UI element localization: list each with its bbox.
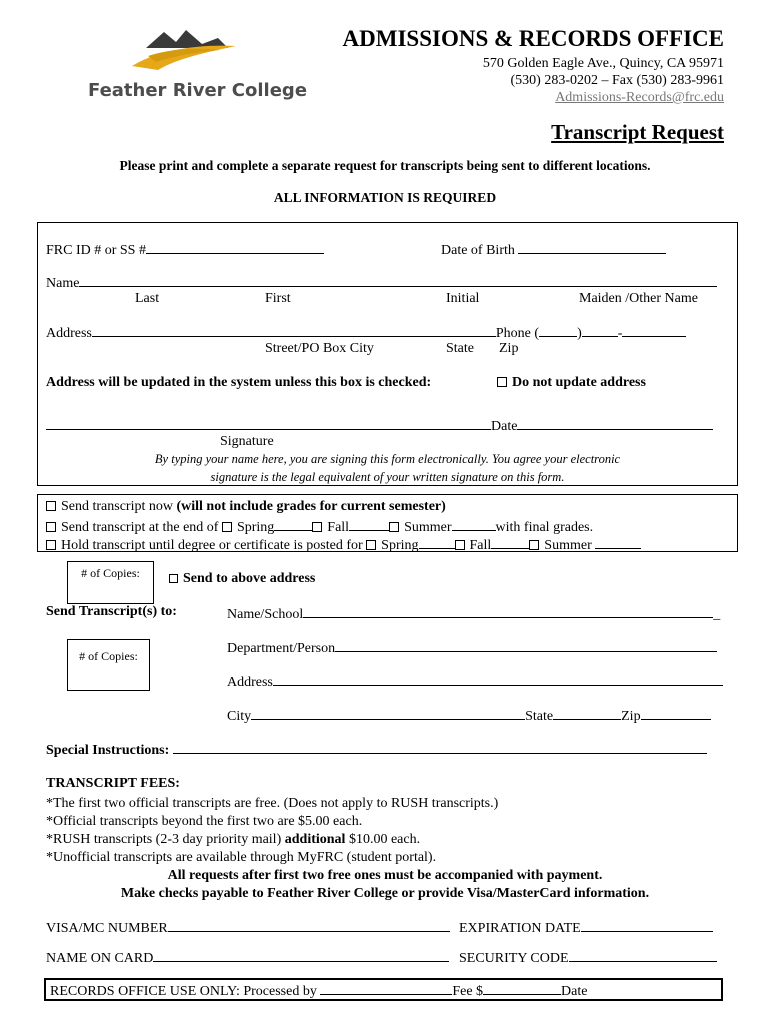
option-text: Send transcript now — [61, 499, 177, 514]
special-instructions-field[interactable] — [46, 740, 707, 759]
checkbox-icon[interactable] — [389, 522, 399, 532]
office-email-link[interactable]: Admissions-Records@frc.edu — [555, 90, 724, 105]
fee-line: *Official transcripts beyond the first two are $5.00 each. — [46, 814, 363, 829]
fees-heading: TRANSCRIPT FEES: — [46, 776, 180, 791]
esign-note-1: By typing your name here, you are signing this form electronically. You agree your electronic — [154, 452, 621, 466]
student-info-box — [37, 222, 738, 486]
frc-id-label: FRC ID # or SS # — [46, 243, 146, 258]
address-part-state: State — [446, 341, 474, 356]
copies-box-1[interactable] — [67, 561, 154, 604]
option-summer: Summer — [544, 538, 592, 553]
mountain-logo-icon — [128, 26, 238, 74]
name-part-last: Last — [135, 291, 160, 306]
office-fee-label: Fee $ — [452, 984, 484, 999]
dob-label: Date of Birth — [441, 243, 515, 258]
office-title: ADMISSIONS & RECORDS OFFICE — [342, 26, 724, 51]
payment-note-2: Make checks payable to Feather River College or provide Visa/MasterCard information. — [120, 886, 650, 901]
card-name-label: NAME ON CARD — [46, 951, 154, 966]
send-to-label: Send Transcript(s) to: — [46, 604, 177, 619]
card-number-label: VISA/MC NUMBER — [46, 921, 168, 936]
address-part-street: Street/PO Box City — [265, 341, 374, 356]
option-text: Hold transcript until degree or certificate is posted for — [61, 538, 367, 553]
fee-line: *The first two official transcripts are free. (Does not apply to RUSH transcripts.) — [46, 796, 499, 811]
copies-box-2[interactable] — [67, 639, 150, 691]
option-spring: Spring — [236, 520, 275, 535]
college-name: Feather River College — [88, 80, 308, 101]
send-above-label: Send to above address — [183, 571, 316, 586]
checkbox-icon[interactable] — [312, 522, 322, 532]
city-state-zip-field[interactable] — [227, 706, 711, 725]
address-field[interactable] — [46, 323, 686, 342]
expiration-field[interactable] — [459, 918, 713, 937]
date-label: Date — [491, 419, 518, 434]
form-title: Transcript Request — [551, 120, 724, 144]
no-update-checkbox[interactable] — [497, 375, 646, 391]
security-code-field[interactable] — [459, 948, 717, 967]
name-label: Name — [46, 276, 80, 291]
option-text: with final grades. — [495, 520, 594, 535]
checkbox-icon[interactable] — [366, 540, 376, 550]
state-label: State — [525, 709, 554, 724]
office-address: 570 Golden Eagle Ave., Quincy, CA 95971 — [482, 56, 724, 71]
option-summer: Summer — [404, 520, 452, 535]
option-text: Send transcript at the end of — [61, 520, 222, 535]
fee-text: *RUSH transcripts (2-3 day priority mail) — [46, 832, 285, 847]
update-note: Address will be updated in the system unless this box is checked: — [46, 375, 432, 390]
dept-person-label: Department/Person — [227, 641, 336, 656]
option-text: (will not include grades for current semester) — [176, 499, 446, 514]
office-phone-fax: (530) 283-0202 – Fax (530) 283-9961 — [510, 73, 724, 88]
name-part-first: First — [265, 291, 291, 306]
name-part-maiden: Maiden /Other Name — [579, 291, 698, 306]
office-use-label: RECORDS OFFICE USE ONLY: Processed by — [50, 984, 321, 999]
fee-line: *Unofficial transcripts are available through MyFRC (student portal). — [46, 850, 437, 865]
special-instructions-label: Special Instructions: — [46, 743, 170, 758]
phone-sep: ) — [577, 326, 582, 341]
checkbox-icon[interactable] — [455, 540, 465, 550]
option-fall: Fall — [469, 538, 492, 553]
checkbox-icon — [169, 574, 178, 583]
instructions: Please print and complete a separate request for transcripts being sent to different locations. — [119, 158, 651, 173]
option-spring: Spring — [381, 538, 419, 553]
checkbox-icon — [46, 540, 56, 550]
fee-text: additional — [284, 832, 346, 847]
fee-text: $10.00 each. — [345, 832, 421, 847]
phone-sep: - — [617, 326, 623, 341]
copies-label: # of Copies: — [79, 649, 138, 663]
option-hold[interactable] — [46, 535, 641, 554]
required-note: ALL INFORMATION IS REQUIRED — [273, 190, 497, 205]
dept-person-field[interactable] — [227, 638, 717, 657]
option-fall: Fall — [327, 520, 350, 535]
office-date-label: Date — [561, 984, 588, 999]
payment-note-1: All requests after first two free ones must be accompanied with payment. — [167, 868, 603, 883]
dob-field[interactable] — [441, 240, 666, 259]
option-send-end[interactable] — [46, 517, 593, 536]
name-school-field[interactable]: Name/School _ — [227, 604, 720, 623]
send-address-label: Address — [227, 675, 273, 690]
college-logo — [88, 26, 308, 106]
checkbox-icon[interactable] — [222, 522, 232, 532]
copies-label: # of Copies: — [81, 566, 140, 580]
frc-id-field[interactable] — [46, 240, 324, 259]
send-above-checkbox[interactable] — [169, 571, 315, 587]
send-address-field[interactable] — [227, 672, 723, 691]
signature-label: Signature — [220, 434, 274, 449]
checkbox-icon — [46, 501, 56, 511]
no-update-label: Do not update address — [512, 375, 646, 390]
signature-field[interactable] — [46, 416, 713, 435]
name-school-label: Name/School — [227, 607, 304, 622]
checkbox-icon[interactable] — [529, 540, 539, 550]
office-use-line — [50, 981, 587, 1000]
card-name-field[interactable] — [46, 948, 449, 967]
address-label: Address — [46, 326, 92, 341]
zip-label: Zip — [621, 709, 641, 724]
checkbox-icon — [46, 522, 56, 532]
option-send-now[interactable] — [46, 499, 446, 515]
card-number-field[interactable] — [46, 918, 450, 937]
checkbox-icon — [497, 377, 507, 387]
city-label: City — [227, 709, 252, 724]
name-part-initial: Initial — [446, 291, 480, 306]
name-field[interactable] — [46, 273, 717, 292]
security-code-label: SECURITY CODE — [459, 951, 569, 966]
expiration-label: EXPIRATION DATE — [459, 921, 581, 936]
phone-label: Phone ( — [495, 326, 540, 341]
address-part-zip: Zip — [499, 341, 519, 356]
esign-note-2: signature is the legal equivalent of your written signature on this form. — [210, 470, 565, 484]
fee-line — [46, 832, 420, 848]
